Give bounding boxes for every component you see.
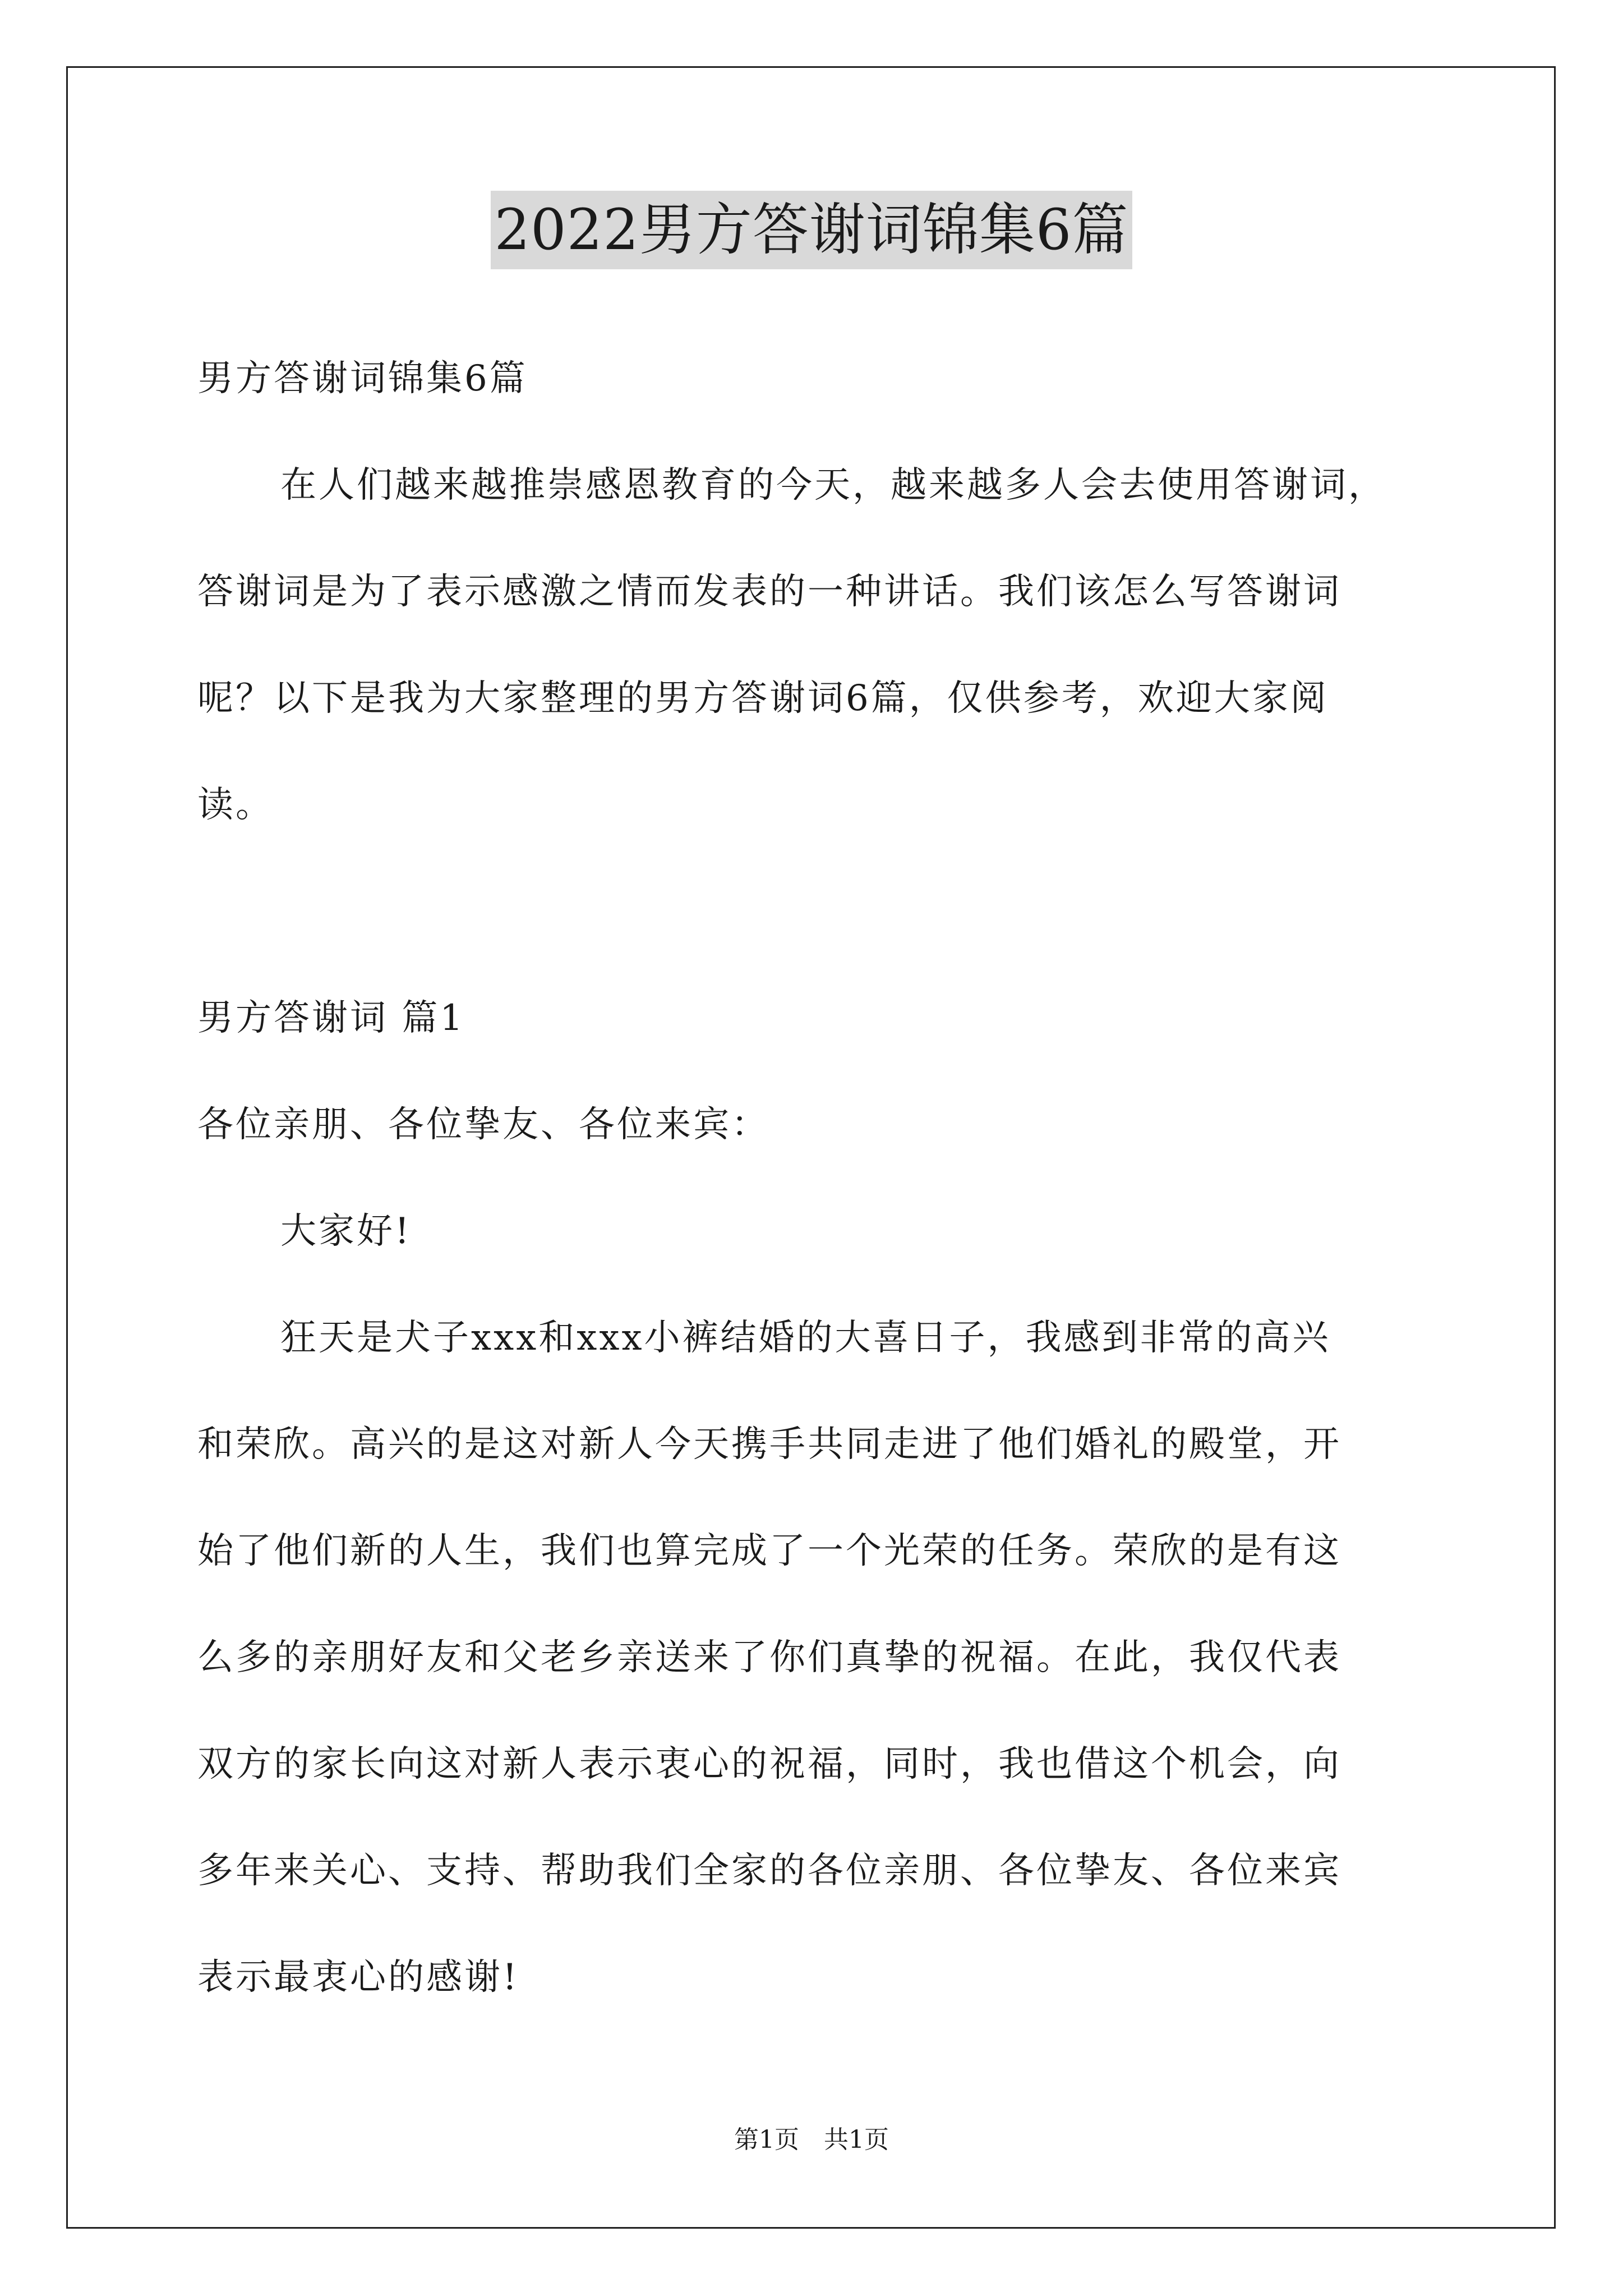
document-subtitle: 男方答谢词锦集6篇	[197, 358, 528, 399]
intro-line: 在人们越来越推崇感恩教育的今天，越来越多人会去使用答谢词，	[280, 464, 1386, 506]
intro-line: 读。	[197, 784, 274, 826]
body-line: 始了他们新的人生，我们也算完成了一个光荣的任务。荣欣的是有这	[197, 1530, 1341, 1572]
intro-line: 呢？以下是我为大家整理的男方答谢词6篇，仅供参考，欢迎大家阅	[197, 678, 1329, 719]
body-line: 么多的亲朋好友和父老乡亲送来了你们真挚的祝福。在此，我仅代表	[197, 1637, 1341, 1678]
body-line: 双方的家长向这对新人表示衷心的祝福，同时，我也借这个机会，向	[197, 1743, 1341, 1785]
body-line: 多年来关心、支持、帮助我们全家的各位亲朋、各位挚友、各位来宾	[197, 1850, 1341, 1892]
greeting: 大家好!	[280, 1211, 412, 1252]
body-line: 表示最衷心的感谢!	[197, 1957, 519, 1998]
salutation: 各位亲朋、各位挚友、各位来宾：	[197, 1104, 769, 1145]
document-title: 2022男方答谢词锦集6篇	[491, 191, 1132, 269]
intro-line: 答谢词是为了表示感激之情而发表的一种讲话。我们该怎么写答谢词	[197, 571, 1341, 613]
body-line: 狂天是犬子xxx和xxx小裤结婚的大喜日子，我感到非常的高兴	[280, 1317, 1331, 1359]
section-heading: 男方答谢词 篇1	[197, 997, 465, 1039]
title-container	[0, 191, 1623, 269]
body-line: 和荣欣。高兴的是这对新人今天携手共同走进了他们婚礼的殿堂，开	[197, 1424, 1341, 1465]
page-footer: 第1页 共1页	[734, 2125, 889, 2154]
